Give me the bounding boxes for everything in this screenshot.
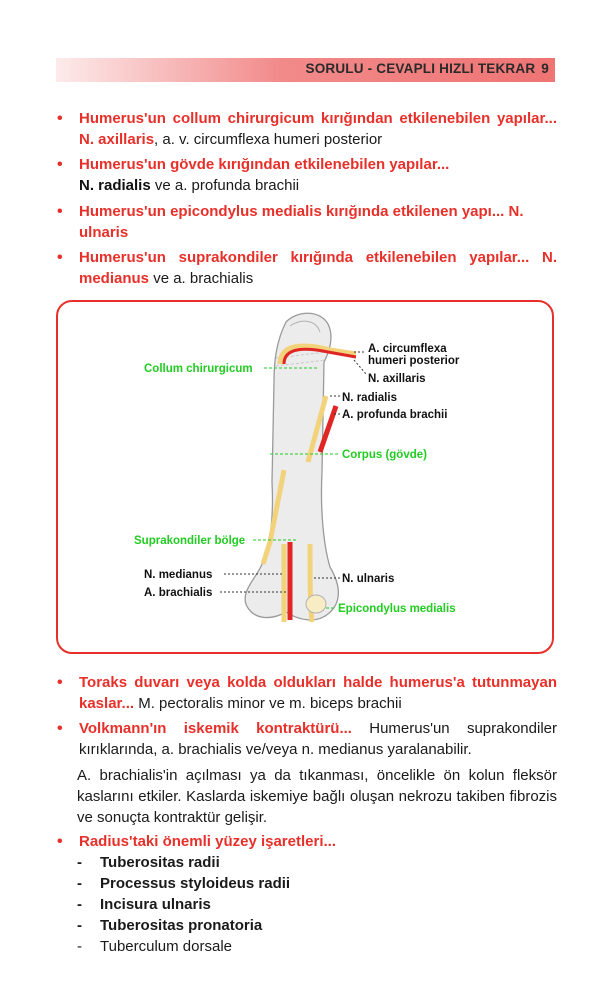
- label-collum: Collum chirurgicum: [144, 363, 253, 375]
- bullet: •: [57, 156, 63, 173]
- list-item: - Processus styloideus radii: [77, 875, 291, 892]
- header-text: [305, 61, 549, 76]
- label-epicondylus: Epicondylus medialis: [338, 603, 456, 615]
- item-govde: [57, 154, 557, 196]
- list-item: - Incisura ulnaris: [77, 896, 211, 913]
- bullet: •: [57, 110, 63, 127]
- humerus-diagram: [58, 302, 552, 652]
- humerus-figure: [56, 300, 554, 654]
- item-volkmann-question: Volkmann'ın iskemik kontraktürü...: [79, 720, 352, 737]
- page-header: [56, 58, 555, 82]
- item-collum-answer: , a. v. circumflexa humeri posterior: [154, 131, 383, 148]
- label-a-circumflexa: A. circumflexa: [368, 343, 447, 355]
- label-corpus: Corpus (gövde): [342, 449, 427, 461]
- item-suprakondiler-question: Humerus'un suprakondiler kırığında etkilenebilen yapılar... N. medianus: [79, 249, 557, 287]
- item-collum: [57, 108, 557, 150]
- volkmann-paragraph: A. brachialis'in açılması ya da tıkanması, öncelikle ön kolun fleksör kaslarını etkiler. Kaslarda iskemiye bağlı oluşan nekrozu takiben fibrozis ve sonuçta kontraktür gelişir.: [77, 767, 557, 826]
- label-n-radialis: N. radialis: [342, 392, 397, 404]
- bullet: •: [57, 249, 63, 266]
- list-item: - Tuberositas radii: [77, 854, 220, 871]
- label-n-axillaris: N. axillaris: [368, 373, 426, 385]
- header-title: SORULU - CEVAPLI HIZLI TEKRAR: [305, 61, 536, 76]
- item-govde-answer-bold: N. radialis: [79, 177, 151, 194]
- item-radius: [57, 831, 557, 852]
- item-epicondylus: [57, 201, 557, 243]
- radius-list: [77, 852, 557, 957]
- item-toraks-answer: M. pectoralis minor ve m. biceps brachii: [134, 695, 402, 712]
- label-a-brachialis: A. brachialis: [144, 587, 213, 599]
- label-a-profunda: A. profunda brachii: [342, 409, 448, 421]
- item-govde-answer: ve a. profunda brachii: [150, 177, 300, 194]
- item-volkmann: [57, 718, 557, 760]
- bullet: •: [57, 203, 63, 220]
- label-humeri-posterior: humeri posterior: [368, 355, 460, 367]
- list-item: - Tuberculum dorsale: [77, 938, 233, 955]
- item-collum-question: Humerus'un collum chirurgicum kırığından etkilenebilen yapılar... N. axillaris: [79, 110, 557, 148]
- bullet: •: [57, 833, 63, 850]
- bullet: •: [57, 720, 63, 737]
- item-toraks-question: Toraks duvarı veya kolda oldukları halde humerus'a tutunmayan kaslar...: [79, 674, 557, 712]
- bullet: •: [57, 674, 63, 691]
- item-suprakondiler: [57, 247, 557, 289]
- item-epicondylus-question: Humerus'un epicondylus medialis kırığında etkilenen yapı... N. ulnaris: [79, 203, 524, 241]
- radius-heading: Radius'taki önemli yüzey işaretleri...: [79, 833, 336, 850]
- label-suprakondiler: Suprakondiler bölge: [134, 535, 246, 547]
- label-n-ulnaris: N. ulnaris: [342, 573, 395, 585]
- item-govde-question: Humerus'un gövde kırığından etkilenebilen yapılar...: [79, 156, 450, 173]
- page-number: 9: [541, 61, 549, 76]
- item-suprakondiler-answer: ve a. brachialis: [149, 270, 254, 287]
- item-volkmann-answer: Humerus'un suprakondiler kırıklarında, a. brachialis ve/veya n. medianus yaralanabilir.: [79, 720, 557, 758]
- list-item: - Tuberositas pronatoria: [77, 917, 263, 934]
- item-toraks: [57, 672, 557, 714]
- label-n-medianus: N. medianus: [144, 569, 213, 581]
